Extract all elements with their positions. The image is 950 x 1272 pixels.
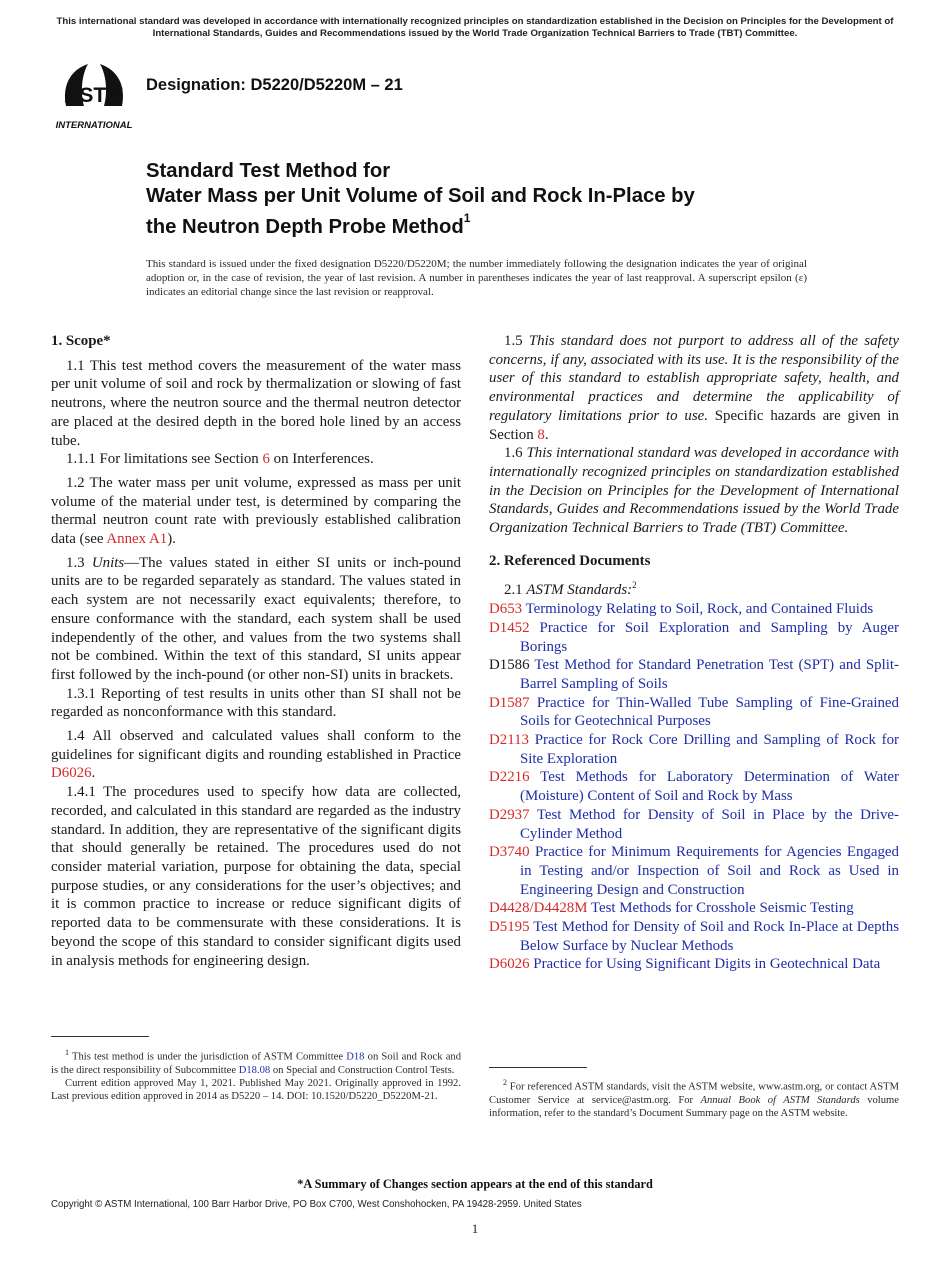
reference-title-link[interactable]: Test Methods for Crosshole Seismic Testing <box>590 900 854 917</box>
para-1-1-1 <box>51 450 461 469</box>
para-1-4-tail: . <box>91 765 96 782</box>
section-6-link[interactable]: 6 <box>262 451 270 468</box>
title-line-1: Standard Test Method for <box>146 160 391 182</box>
reference-item <box>489 843 899 899</box>
reference-code-link[interactable]: D2937 <box>489 806 530 823</box>
para-1-3 <box>51 554 461 685</box>
para-1-3-text: —The values stated in either SI units or inch-pound units are to be regarded separately as standard. The values stated in each system are not necessarily exact equivalents; therefore, to ensure conformance with the standard, each system shall be used independently of the other, and values from the two systems shall not be combined. Within the text of this standard, SI units appear first followed by the inch-pound (or other non-SI) units in brackets. <box>51 554 461 683</box>
para-2-1-title: ASTM Standards: <box>526 582 633 599</box>
footnote-1-jurisdiction <box>51 1046 461 1077</box>
reference-code-link[interactable]: D2216 <box>489 769 530 786</box>
para-1-3-1: 1.3.1 Reporting of test results in units other than SI shall not be regarded as nonconformance with this standard. <box>51 685 461 721</box>
reference-item <box>489 768 899 805</box>
para-1-6 <box>489 444 899 538</box>
footnote-2-text-a: For referenced ASTM standards, visit the ASTM website, www.astm.org, or contact ASTM Customer Service at service@astm.org. For <box>489 1081 899 1106</box>
reference-title-link[interactable]: Practice for Minimum Requirements for Agencies Engaged in Testing and/or Inspection of Soil and Rock as Used in Engineering Design and Construction <box>520 844 899 898</box>
reference-title-link[interactable]: Terminology Relating to Soil, Rock, and Contained Fluids <box>525 601 874 618</box>
section-2-heading: 2. Referenced Documents <box>489 552 651 569</box>
reference-title-link[interactable]: Practice for Rock Core Drilling and Sampling of Rock for Site Exploration <box>520 732 899 767</box>
reference-item <box>489 806 899 843</box>
reference-code-link[interactable]: D6026 <box>489 956 530 973</box>
reference-code-link[interactable]: D4428/D4428M <box>489 900 588 917</box>
reference-item <box>489 656 899 693</box>
reference-title-link[interactable]: Test Method for Density of Soil in Place by the Drive-Cylinder Method <box>520 806 899 842</box>
para-1-5-text: This standard does not purport to address all of the safety concerns, if any, associated with its use. It is the responsibility of the user of this standard to establish appropriate safety, health, and environmental practices and determine the applicability of regulatory limitations prior to use. <box>489 333 900 424</box>
annex-a1-link[interactable]: Annex A1 <box>106 531 168 548</box>
footnote-rule-right <box>489 1067 587 1068</box>
reference-title-link[interactable]: Practice for Using Significant Digits in Geotechnical Data <box>533 956 881 973</box>
para-2-1-mark: 2 <box>632 580 637 591</box>
d6026-link[interactable]: D6026 <box>51 765 92 782</box>
copyright: Copyright © ASTM International, 100 Barr Harbor Drive, PO Box C700, West Conshohocken, PA 19428-2959. United States <box>51 1199 582 1210</box>
footnote-1 <box>51 1046 461 1104</box>
para-1-1: 1.1 This test method covers the measurement of the water mass per unit volume of soil and rock by thermalization or slowing of fast neutrons, where the neutron source and the thermal neutron detector are placed at the desired depth in the bored hole lined by an access tube. <box>51 357 461 449</box>
d18-08-link[interactable]: D18.08 <box>238 1064 271 1076</box>
reference-code-link[interactable]: D1587 <box>489 694 530 711</box>
logo-subtext: INTERNATIONAL <box>55 120 133 131</box>
para-1-6-num: 1.6 <box>504 445 527 462</box>
title-line-2: Water Mass per Unit Volume of Soil and Rock In-Place by <box>146 185 695 207</box>
title-footnote-mark: 1 <box>463 211 471 225</box>
footnote-1-mark: 1 <box>65 1048 69 1057</box>
reference-code-link[interactable]: D3740 <box>489 844 530 861</box>
para-1-2-tail: ). <box>167 531 176 548</box>
reference-title-link[interactable]: Test Method for Standard Penetration Test (SPT) and Split-Barrel Sampling of Soils <box>520 657 899 692</box>
para-1-4-1: 1.4.1 The procedures used to specify how data are collected, recorded, and calculated in this standard are regarded as the industry standard. In addition, they are representative of the significant digits that should generally be retained. The procedures used do not consider material variation, purpose for obtaining the data, special purpose studies, or any considerations for the user’s objectives; and it is common practice to increase or reduce significant digits of reported data to be commensurate with these considerations. It is beyond the scope of this standard to consider significant digits used in analysis methods for engineering design. <box>51 784 461 969</box>
left-column <box>51 332 461 970</box>
reference-item <box>489 918 899 955</box>
reference-title-link[interactable]: Practice for Thin-Walled Tube Sampling of Fine-Grained Soils for Geotechnical Purposes <box>520 694 899 730</box>
para-2-1 <box>489 576 899 600</box>
reference-item <box>489 600 899 619</box>
footnote-2-mark: 2 <box>503 1078 507 1087</box>
issued-note: This standard is issued under the fixed designation D5220/D5220M; the number immediately following the designation indicates the year of original adoption or, in the case of revision, the year of last revision. A number in parentheses indicates the year of last reapproval. A superscript epsilon (ε) indicates an editorial change since the last revision or reapproval. <box>146 258 807 299</box>
footnote-1-text-b: on Soil and Rock and is the direct responsibility of Subcommittee <box>51 1051 461 1076</box>
reference-item <box>489 731 899 768</box>
reference-title-link[interactable]: Practice for Soil Exploration and Sampling by Auger Borings <box>520 619 899 655</box>
referenced-standards-list <box>489 600 899 974</box>
d18-link[interactable]: D18 <box>346 1051 365 1063</box>
para-1-5 <box>489 332 899 444</box>
summary-of-changes-note: *A Summary of Changes section appears at the end of this standard <box>297 1177 653 1191</box>
reference-code-link[interactable]: D1586 <box>489 657 530 674</box>
reference-item <box>489 899 899 918</box>
reference-code-link[interactable]: D2113 <box>489 732 529 749</box>
page-number: 1 <box>471 1221 479 1236</box>
para-1-6-text: This international standard was developed in accordance with internationally recognized principles on standardization established in the Decision on Principles for the Development of International Standards, Guides and Recommendations issued by the World Trade Organization Technical Barriers to Trade (TBT) Committee. <box>489 445 900 537</box>
para-1-5-num: 1.5 <box>504 333 529 349</box>
reference-item <box>489 694 899 731</box>
footnote-2-book-title: Annual Book of ASTM Standards <box>700 1094 860 1106</box>
designation: Designation: D5220/D5220M – 21 <box>146 76 403 94</box>
wto-notice: This international standard was developed in accordance with internationally recognized principles on standardization established in the Decision on Principles for the Development of International Standards, Guides and Recommendations issued by the World Trade Organization Technical Barriers to Trade (TBT) Committee. <box>56 16 894 39</box>
footnote-2-text <box>489 1076 899 1120</box>
title-line-3-text: the Neutron Depth Probe Method <box>146 215 464 238</box>
para-1-3-units: Units <box>91 554 125 571</box>
right-column <box>489 332 899 974</box>
footnote-rule-left <box>51 1036 149 1037</box>
footnote-2 <box>489 1076 899 1120</box>
para-1-1-1-tail: on Interferences. <box>269 451 374 468</box>
para-1-5-hazards: Specific hazards are given in Section <box>489 407 899 443</box>
reference-title-link[interactable]: Test Method for Density of Soil and Rock In-Place at Depths Below Surface by Nuclear Methods <box>520 919 899 954</box>
reference-title-link[interactable]: Test Methods for Laboratory Determination of Water (Moisture) Content of Soil and Rock by Mass <box>520 769 899 805</box>
footnote-1-text-a: This test method is under the jurisdiction of ASTM Committee <box>69 1051 347 1063</box>
astm-logo <box>52 56 136 134</box>
footnote-1-edition: Current edition approved May 1, 2021. Published May 2021. Originally approved in 1992. Last previous edition approved in 2014 as D5220 – 14. DOI: 10.1520/D5220_D5220M-21. <box>51 1078 461 1103</box>
para-2-1-num: 2.1 <box>504 582 527 599</box>
reference-code-link[interactable]: D653 <box>489 601 523 618</box>
para-1-4-text: 1.4 All observed and calculated values shall conform to the guidelines for significant digits and rounding established in Practice <box>51 728 461 763</box>
footnote-1-text-c: on Special and Construction Control Tests. <box>270 1064 455 1076</box>
logo-text: ASTM <box>64 84 124 107</box>
reference-item <box>489 619 899 656</box>
reference-code-link[interactable]: D5195 <box>489 919 530 936</box>
reference-item <box>489 955 899 974</box>
para-1-4 <box>51 727 461 783</box>
section-1-heading: 1. Scope* <box>51 333 111 349</box>
para-1-5-end: . <box>544 426 549 443</box>
para-1-3-num: 1.3 <box>66 554 92 571</box>
para-1-2-text: 1.2 The water mass per unit volume, expressed as mass per unit volume of the material under test, is determined by comparing the thermal neutron count rate with previously established calibration data (see <box>51 474 461 548</box>
section-8-link[interactable]: 8 <box>537 426 545 443</box>
page-title <box>146 159 846 240</box>
title-line-3 <box>146 209 846 240</box>
reference-code-link[interactable]: D1452 <box>489 619 530 636</box>
para-1-1-1-text: 1.1.1 For limitations see Section <box>66 451 263 468</box>
footnote-2-text-b: volume information, refer to the standard’s Document Summary page on the ASTM website. <box>489 1094 899 1120</box>
para-1-2 <box>51 474 461 549</box>
